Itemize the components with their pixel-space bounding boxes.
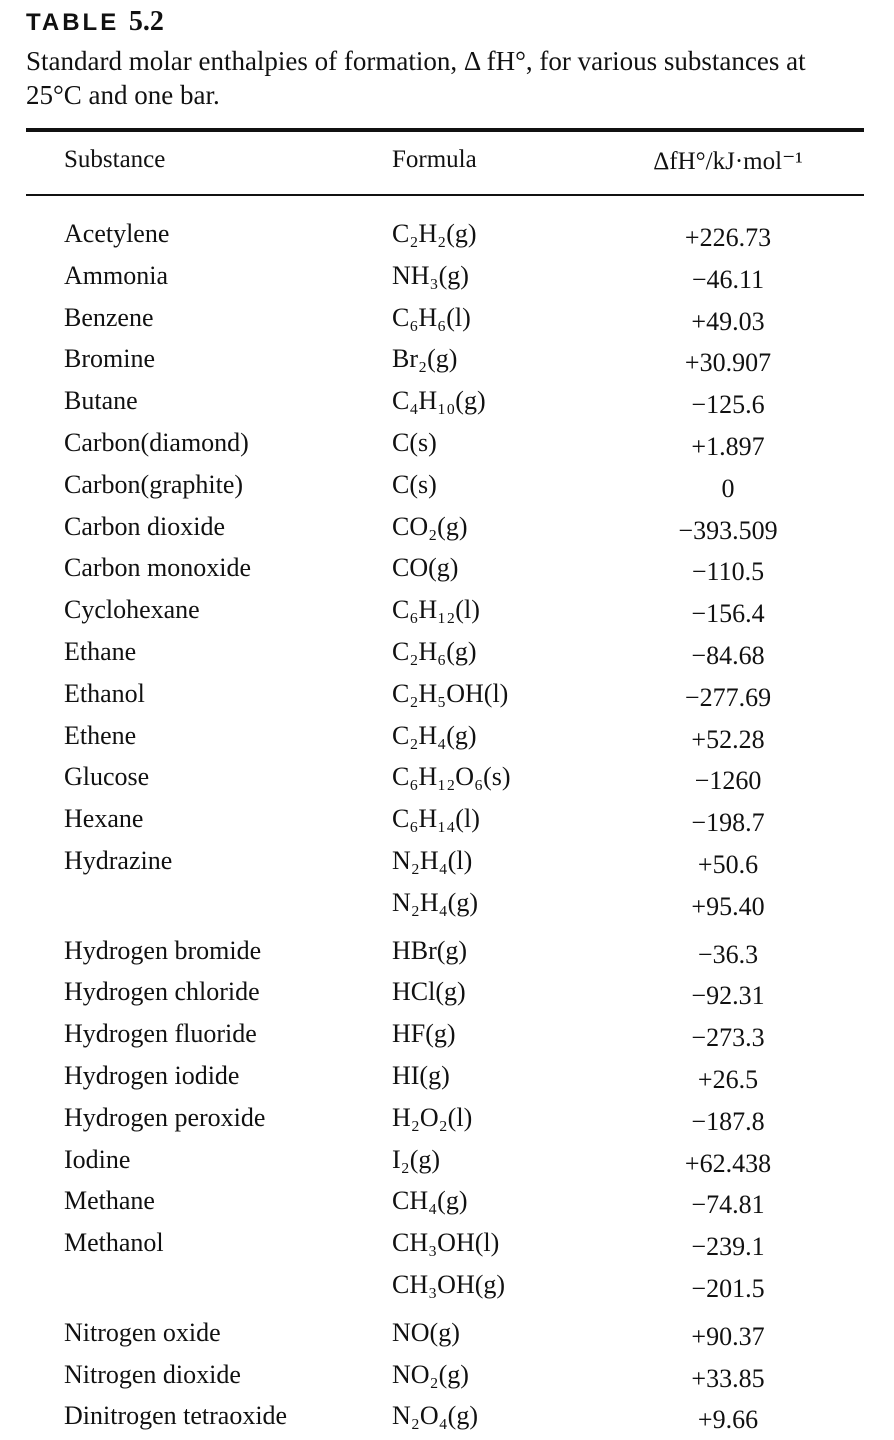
cell-substance: Iodine <box>64 1144 131 1174</box>
cell-formula: NH₃(g) <box>392 260 469 290</box>
table-row <box>0 423 894 465</box>
cell-enthalpy: +33.85 <box>691 1363 765 1393</box>
table-row <box>0 381 894 423</box>
table-row <box>0 757 894 799</box>
cell-formula: CO₂(g) <box>392 511 468 541</box>
cell-formula: NO(g) <box>392 1317 460 1347</box>
table-number: 5.2 <box>128 6 164 37</box>
cell-substance: Nitrogen dioxide <box>64 1359 241 1389</box>
cell-substance: Hydrogen fluoride <box>64 1019 257 1049</box>
cell-substance: Glucose <box>64 762 150 792</box>
table-row <box>0 507 894 549</box>
cell-enthalpy: −36.3 <box>697 939 759 969</box>
table-row <box>0 590 894 632</box>
cell-substance: Ammonia <box>64 260 168 290</box>
cell-enthalpy: −277.69 <box>684 682 772 712</box>
cell-substance: Carbon monoxide <box>64 553 252 583</box>
cell-substance: Butane <box>64 386 138 416</box>
cell-enthalpy: −198.7 <box>691 808 765 838</box>
cell-formula: C₆H₆(l) <box>392 302 471 332</box>
cell-formula: HI(g) <box>392 1060 450 1090</box>
cell-substance: Acetylene <box>64 219 170 248</box>
table-row <box>0 1265 894 1307</box>
table-row <box>0 1098 894 1140</box>
cell-formula: C₆H₁₄(l) <box>392 804 480 834</box>
cell-substance: Hydrazine <box>64 845 173 875</box>
cell-enthalpy: −393.509 <box>678 515 778 545</box>
cell-enthalpy: +9.66 <box>697 1405 759 1435</box>
cell-enthalpy: +52.28 <box>691 724 765 754</box>
table-row <box>0 632 894 674</box>
cell-enthalpy: +90.37 <box>691 1321 765 1351</box>
cell-formula: CH₃OH(l) <box>392 1228 500 1258</box>
cell-enthalpy: −239.1 <box>691 1232 765 1262</box>
cell-enthalpy: +26.5 <box>697 1064 759 1094</box>
cell-formula: C₂H₅OH(l) <box>392 678 509 708</box>
cell-substance: Carbon(graphite) <box>64 469 244 499</box>
cell-enthalpy: −125.6 <box>691 390 765 420</box>
table-row <box>0 841 894 883</box>
cell-enthalpy: +50.6 <box>697 849 759 879</box>
cell-enthalpy: −110.5 <box>691 557 765 587</box>
table-label <box>26 6 164 38</box>
table-row <box>0 1140 894 1182</box>
cell-substance: Methanol <box>64 1228 164 1258</box>
table-label-word: TABLE <box>26 9 120 36</box>
cell-formula: C₆H₁₂(l) <box>392 595 480 625</box>
table-row <box>0 1355 894 1397</box>
cell-substance: Benzene <box>64 302 154 332</box>
table-row <box>0 716 894 758</box>
cell-substance: Nitrogen oxide <box>64 1317 221 1347</box>
cell-formula: N₂H₄(l) <box>392 845 473 875</box>
cell-formula: C(s) <box>392 427 437 457</box>
cell-enthalpy: −1260 <box>694 766 762 796</box>
cell-substance: Dinitrogen tetraoxide <box>64 1401 288 1431</box>
cell-enthalpy: +49.03 <box>691 306 765 336</box>
cell-substance: Hydrogen chloride <box>64 977 260 1007</box>
cell-substance: Carbon dioxide <box>64 511 226 541</box>
table-row <box>0 674 894 716</box>
cell-enthalpy: −84.68 <box>691 640 765 670</box>
cell-substance: Hydrogen iodide <box>64 1060 240 1090</box>
cell-substance: Cyclohexane <box>64 595 200 625</box>
cell-enthalpy: +1.897 <box>691 431 765 461</box>
cell-formula: C₂H₆(g) <box>392 636 477 666</box>
cell-substance: Methane <box>64 1186 155 1216</box>
cell-enthalpy: −46.11 <box>691 264 765 294</box>
cell-formula: C₆H₁₂O₆(s) <box>392 762 511 792</box>
table-row <box>0 1223 894 1265</box>
cell-formula: H₂O₂(l) <box>392 1102 473 1132</box>
cell-enthalpy: +30.907 <box>684 348 772 378</box>
table-row <box>0 1056 894 1098</box>
cell-enthalpy: −187.8 <box>691 1106 765 1136</box>
table-row <box>0 1313 894 1355</box>
cell-formula: HCl(g) <box>392 977 466 1007</box>
table-row <box>0 931 894 973</box>
table-row <box>0 214 894 256</box>
cell-enthalpy: −92.31 <box>691 981 765 1011</box>
cell-formula: C₂H₂(g) <box>392 219 477 248</box>
cell-enthalpy: −201.5 <box>691 1273 765 1303</box>
header-enthalpy: ΔfH°/kJ·mol⁻¹ <box>653 148 803 175</box>
cell-enthalpy: −74.81 <box>691 1190 765 1220</box>
table-caption: Standard molar enthalpies of formation, Δ fH°, for various substances at 25°C and one bar. <box>26 46 806 110</box>
table-row <box>0 972 894 1014</box>
cell-enthalpy: −273.3 <box>691 1023 765 1053</box>
table-row <box>0 465 894 507</box>
cell-formula: HF(g) <box>392 1019 456 1049</box>
table-row <box>0 548 894 590</box>
cell-substance: Ethanol <box>64 678 145 708</box>
table-row <box>0 1396 894 1438</box>
top-rule <box>26 128 864 132</box>
header-rule <box>26 194 864 196</box>
header-substance: Substance <box>64 146 166 173</box>
cell-formula: C₂H₄(g) <box>392 720 477 750</box>
cell-substance: Hydrogen bromide <box>64 935 262 965</box>
cell-formula: CH₃OH(g) <box>392 1269 506 1299</box>
cell-substance: Hexane <box>64 804 144 834</box>
cell-formula: CO(g) <box>392 553 459 583</box>
cell-formula: N₂H₄(g) <box>392 887 478 917</box>
table-header-row <box>0 146 894 180</box>
cell-substance: Carbon(diamond) <box>64 427 249 457</box>
cell-formula: C₄H₁₀(g) <box>392 386 486 416</box>
cell-substance: Ethane <box>64 636 137 666</box>
cell-enthalpy: +95.40 <box>691 891 765 921</box>
cell-substance: Bromine <box>64 344 155 374</box>
cell-formula: CH₄(g) <box>392 1186 468 1216</box>
header-formula: Formula <box>392 146 477 173</box>
cell-enthalpy: −156.4 <box>691 599 765 629</box>
cell-formula: HBr(g) <box>392 935 468 965</box>
cell-substance: Hydrogen peroxide <box>64 1102 266 1132</box>
table-row <box>0 1014 894 1056</box>
table-row <box>0 883 894 925</box>
cell-enthalpy: +226.73 <box>684 223 772 252</box>
cell-enthalpy: 0 <box>721 473 735 503</box>
table-row <box>0 339 894 381</box>
table-row <box>0 256 894 298</box>
cell-formula: I₂(g) <box>392 1144 441 1174</box>
table-row <box>0 1181 894 1223</box>
cell-formula: C(s) <box>392 469 437 499</box>
cell-formula: NO₂(g) <box>392 1359 469 1389</box>
table-body <box>0 214 894 1438</box>
table-row <box>0 799 894 841</box>
cell-formula: Br₂(g) <box>392 344 458 374</box>
cell-formula: N₂O₄(g) <box>392 1401 478 1431</box>
table-row <box>0 298 894 340</box>
cell-enthalpy: +62.438 <box>684 1148 772 1178</box>
cell-substance: Ethene <box>64 720 137 750</box>
